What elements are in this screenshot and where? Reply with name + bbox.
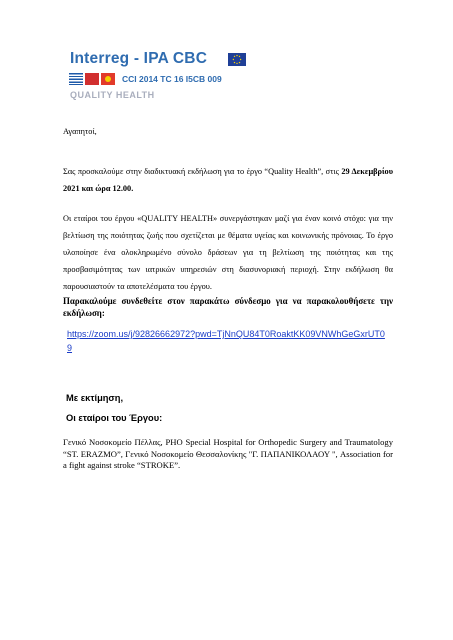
greeting: Αγαπητοί, — [63, 127, 97, 136]
interreg-logo — [66, 52, 256, 107]
description-paragraph: Οι εταίροι του έργου «QUALITY HEALTH» συνεργάστηκαν μαζί για έναν κοινό στόχο: για την βελτίωση της ποιότητας ζωής που σχετίζεται με θέματα υγείας και κοινωνικής πρόνοιας. Το έργο υλοποίησε ένα ολοκληρωμένο σύνολο δράσεων για τη βελτίωση της ποιότητας και της προσβασιμότητας των ιατρικών υπηρεσιών στη διασυνοριακή περιοχή. Στην εκδήλωση θα παρουσιαστούν τα αποτελέσματα του έργου. — [63, 214, 393, 291]
logo-subtitle: QUALITY HEALTH — [70, 90, 155, 100]
event-date: 29 Δεκεμβρίου 2021 και ώρα 12.00. — [63, 167, 393, 193]
north-macedonia-flag-icon — [101, 73, 115, 85]
albania-flag-icon — [85, 73, 99, 85]
signoff: Οι εταίροι του Έργου: — [66, 413, 163, 423]
closing: Με εκτίμηση, — [66, 393, 124, 403]
invitation-paragraph — [63, 163, 393, 197]
greece-flag-icon — [69, 73, 83, 85]
partners-list: Γενικό Νοσοκομείο Πέλλας, PHO Special Hospital for Orthopedic Surgery and Traumatology “ST. ERAZMO”, Γενικό Νοσοκομείο Θεσσαλονίκης "Γ. ΠΑΠΑΝΙΚΟΛΑΟΥ ", Association for a fight against stroke “STROKE”. — [63, 437, 393, 470]
country-flags — [69, 73, 115, 85]
programme-code: CCI 2014 TC 16 I5CB 009 — [122, 74, 222, 84]
eu-flag-icon — [228, 53, 246, 66]
logo-title: Interreg - IPA CBC — [70, 50, 208, 67]
zoom-meeting-link[interactable]: https://zoom.us/j/92826662972?pwd=TjNnQU84T0RoaktKK09VNWhGeGxrUT09 — [67, 329, 385, 353]
invitation-text: Σας προσκαλούμε στην διαδικτυακή εκδήλωση για το έργο “Quality Health”, στις — [63, 167, 342, 176]
call-to-action: Παρακαλούμε συνδεθείτε στον παρακάτω σύνδεσμο για να παρακολουθήσετε την εκδήλωση: — [63, 296, 393, 318]
